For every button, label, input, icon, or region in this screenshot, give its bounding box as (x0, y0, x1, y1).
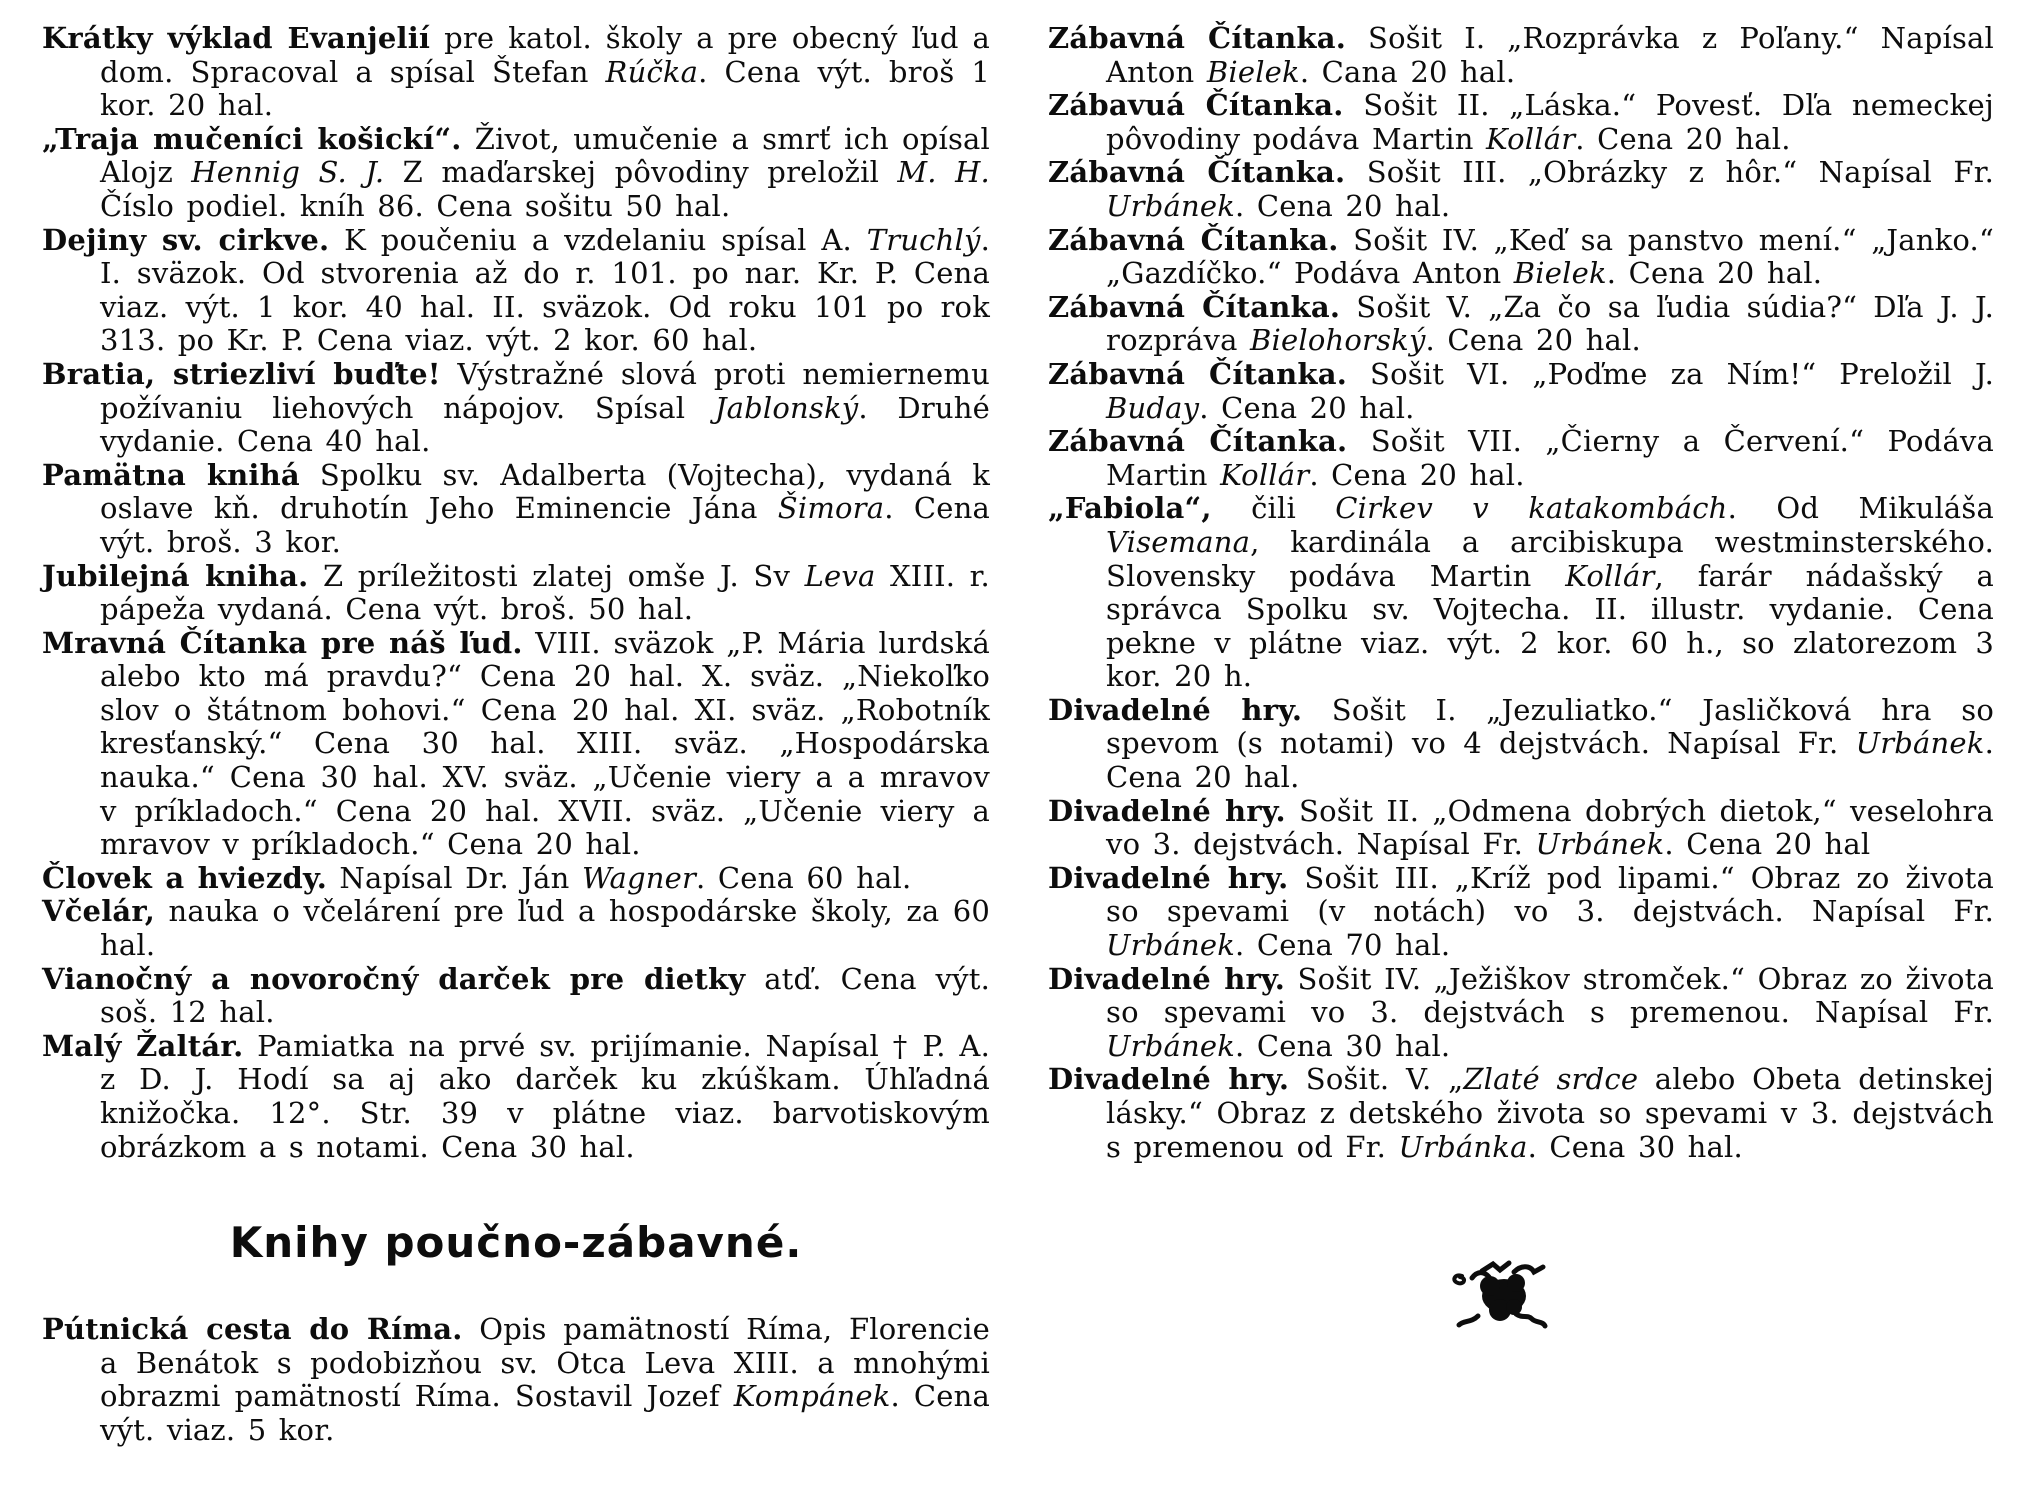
catalog-entry (42, 123, 990, 224)
entry-text-normal: pre katol. školy a pre obecný ľud a dom. Spracoval a spísal Štefan (100, 21, 991, 89)
catalog-entry (1048, 89, 1994, 156)
catalog-entry (1048, 224, 1994, 291)
entry-text-italic: Urbánek (1106, 928, 1235, 963)
entry-text-italic: Rúčka (605, 54, 699, 89)
entry-text-bold: Včelár, (42, 894, 156, 929)
entry-text-normal: Sošit I. „Jezuliatko.“ Jasličková hra so spevom (s notami) vo 4 dejstvách. Napísal Fr. (1106, 692, 1994, 761)
catalog-entry (42, 224, 990, 358)
entry-text-normal: Výstražné slová proti nemiernemu požívaniu liehových nápojov. Spísal (100, 356, 990, 425)
entry-text-italic: Urbánek (1855, 726, 1985, 761)
entry-text-italic: Kollár (1565, 558, 1655, 593)
entry-text-bold: Vianočný a novoročný darček pre dietky (42, 961, 746, 996)
entry-text-bold: Divadelné hry. (1048, 961, 1286, 996)
entry-text-normal: . Od Mikuláša (1727, 491, 1994, 526)
entry-text-italic: Bielohorský (1250, 323, 1426, 358)
entry-text-italic: Urbánek (1106, 1028, 1235, 1063)
entry-text-bold: Človek a hviezdy. (42, 860, 327, 895)
entry-text-bold: Zábavná Čítanka. (1048, 356, 1347, 391)
entry-text-bold: Divadelné hry. (1048, 793, 1286, 828)
entry-text-italic: Bielek (1513, 256, 1607, 291)
entry-text-italic: Wagner (581, 860, 697, 895)
catalog-entry (42, 1030, 990, 1164)
catalog-entry (1048, 425, 1994, 492)
entry-text-italic: Leva (804, 558, 876, 593)
entry-text-bold: Zábavuá Čítanka. (1048, 88, 1344, 123)
entry-text-bold: Zábavná Čítanka. (1048, 289, 1341, 324)
entry-text-normal: XIII. r. pápeža vydaná. Cena výt. broš. 50 hal. (100, 558, 990, 627)
catalog-entry (42, 862, 990, 896)
entry-text-italic: Hennig S. J. (191, 155, 385, 190)
entry-text-italic: Šimora (777, 491, 885, 526)
entry-text-normal: nauka o včelárení pre ľud a hospodárske školy, za 60 hal. (100, 894, 990, 963)
catalog-entry (42, 1313, 990, 1447)
entry-text-bold: Divadelné hry. (1048, 860, 1289, 895)
entry-text-normal: Sošit II. „Odmena dobrých dietok,“ veselohra vo 3. dejstvách. Napísal Fr. (1106, 793, 1994, 862)
catalog-entry (1048, 492, 1994, 694)
entry-text-normal: . Cena 20 hal. (1199, 390, 1415, 425)
entry-text-normal: K poučeniu a vzdelaniu spísal A. (329, 222, 867, 257)
catalog-entry (1048, 358, 1994, 425)
entry-text-italic: Kollár (1220, 457, 1310, 492)
entry-text-normal: Sošit V. „Za čo sa ľudia súdia?“ Dľa J. J. rozpráva (1106, 289, 1994, 358)
section-heading: Knihy poučno-zábavné. (229, 1218, 803, 1268)
entry-text-normal: . Cena 20 hal. (1425, 323, 1641, 358)
entry-text-normal: Sošit VI. „Poďme za Ním!“ Preložil J. (1347, 356, 1994, 391)
entry-text-bold: Bratia, striezliví buďte! (42, 356, 441, 391)
catalog-entry (1048, 291, 1994, 358)
entry-text-normal: Spolku sv. Adalberta (Vojtecha), vydaná k oslave kň. druhotín Jeho Eminencie Jána (100, 457, 990, 526)
entry-text-normal: . Cana 20 hal. (1299, 54, 1516, 89)
fly-ornament-icon (1448, 1252, 1560, 1336)
entry-text-normal: Číslo podiel. kníh 86. Cena sošitu 50 hal. (100, 188, 731, 223)
entry-text-normal: . Cena výt. viaz. 5 kor. (100, 1379, 990, 1447)
entry-text-bold: Mravná Čítanka pre náš ľud. (42, 625, 523, 660)
entry-text-normal: . Druhé vydanie. Cena 40 hal. (100, 390, 990, 459)
entry-text-normal: . I. sväzok. Od stvorenia až do r. 101. po nar. Kr. P. Cena viaz. výt. 1 kor. 40 hal. II. sväzok. Od roku 101 po rok 313. po Kr. P. Cena viaz. výt. 2 kor. 60 hal. (100, 222, 990, 358)
catalog-entry (1048, 795, 1994, 862)
entry-text-normal: . Cena 20 hal. (1606, 256, 1823, 291)
entry-text-bold: Pamätna knihá (42, 457, 300, 492)
entry-text-bold: Krátky výklad Evanjelií (42, 21, 431, 55)
entry-text-italic: Visemana (1106, 524, 1251, 559)
entry-text-normal: , kardinála a arcibiskupa westminsterského. Slovensky podáva Martin (1106, 524, 1994, 593)
entry-text-bold: Zábavná Čítanka. (1048, 424, 1348, 459)
catalog-entry (42, 22, 990, 123)
entry-text-bold: Divadelné hry. (1048, 692, 1303, 727)
entry-text-italic: Truchlý (866, 222, 981, 257)
entry-text-normal: . Cena 20 hal. (1309, 457, 1525, 492)
entry-text-normal: Z príležitosti zlatej omše J. Sv (308, 558, 805, 593)
entry-text-bold: Zábavná Čítanka. (1048, 21, 1347, 55)
entry-text-bold: Jubilejná kniha. (42, 558, 309, 593)
catalog-entry (1048, 862, 1994, 963)
entry-text-normal: . Cena výt. broš. 3 kor. (100, 491, 990, 559)
entry-text-normal: Napísal Dr. Ján (327, 860, 582, 895)
catalog-entry (42, 560, 990, 627)
entry-text-normal: . Cena 30 hal. (1527, 1129, 1743, 1164)
entry-text-normal: Sošit III. „Obrázky z hôr.“ Napísal Fr. (1345, 155, 1994, 190)
entry-text-normal: Sošit VII. „Čierny a Červení.“ Podáva Martin (1106, 424, 1995, 492)
entry-text-normal: . Cena 20 hal. (1575, 121, 1791, 156)
entry-text-italic: M. H. (897, 155, 990, 190)
entry-text-normal: . Cena 20 hal. (1234, 188, 1451, 223)
entry-text-normal: . Cena 70 hal. (1234, 928, 1451, 963)
entry-text-bold: „Fabiola“, (1048, 491, 1212, 526)
catalog-entry (1048, 963, 1994, 1064)
entry-text-normal: . Cena 30 hal. (1234, 1028, 1451, 1063)
entry-text-normal: Sošit IV. „Ježiškov stromček.“ Obraz zo života so spevami vo 3. dejstvách s premenou. Napísal Fr. (1106, 961, 1994, 1030)
entry-text-normal: Sošit. V. „ (1289, 1062, 1464, 1097)
entry-text-normal: atď. Cena výt. soš. 12 hal. (100, 961, 990, 1030)
catalog-entry (42, 459, 990, 560)
entry-text-normal: . Cena 20 hal. (1106, 726, 1994, 795)
entry-text-bold: Divadelné hry. (1048, 1062, 1290, 1097)
entry-text-bold: Zábavná Čítanka. (1048, 155, 1346, 190)
entry-text-bold: Zábavná Čítanka. (1048, 222, 1339, 257)
catalog-entry (42, 895, 990, 962)
entry-text-normal: Sošit IV. „Keď sa panstvo mení.“ „Janko.“ „Gazdíčko.“ Podáva Anton (1106, 222, 1994, 291)
entry-text-normal: . Cena 20 hal (1664, 827, 1871, 862)
entry-text-italic: Urbánka (1398, 1129, 1528, 1164)
entry-text-normal: Sošit III. „Kríž pod lipami.“ Obraz zo života so spevami (v notách) vo 3. dejstvách. Napísal Fr. (1106, 860, 1994, 929)
entry-text-normal: Sošit II. „Láska.“ Povesť. Dľa nemeckej pôvodiny podáva Martin (1106, 88, 1994, 156)
entry-text-italic: Buday (1106, 390, 1200, 425)
entry-text-normal: Opis pamätností Ríma, Florencie a Benátok s podobizňou sv. Otca Leva XIII. a mnohými obrazmi pamätností Ríma. Sostavil Jozef (100, 1312, 991, 1414)
left-column (42, 22, 990, 1448)
entry-text-italic: Urbánek (1535, 827, 1665, 862)
entry-text-normal: . Cena 60 hal. (696, 860, 912, 895)
entry-text-normal: , farár nádašský a správca Spolku sv. Vojtecha. II. illustr. vydanie. Cena pekne v plátne viaz. výt. 2 kor. 60 h., so zlatorezom 3 kor. 20 h. (1106, 558, 1994, 694)
entry-text-normal: VIII. sväzok „P. Mária lurdská alebo kto má pravdu?“ Cena 20 hal. X. sväz. „Niekoľko slov o štátnom bohovi.“ Cena 20 hal. XI. sväz. „Robotník kresťanský.“ Cena 30 hal. XIII. sväz. „Hospodárska nauka.“ Cena 30 hal. XV. sväz. „Učenie viery a a mravov v príkladoch.“ Cena 20 hal. XVII. sväz. „Učenie viery a mravov v príkladoch.“ Cena 20 hal. (100, 625, 990, 862)
entry-text-italic: Jablonský (714, 390, 859, 425)
entry-text-italic: Bielek (1206, 54, 1300, 89)
entry-text-italic: Kompánek (733, 1379, 891, 1414)
catalog-entry (1048, 694, 1994, 795)
entry-text-bold: „Traja mučeníci košickí“. (42, 121, 462, 156)
right-column-entries (1048, 22, 1994, 1164)
left-column-entries (42, 22, 990, 1164)
entry-text-normal: Život, umučenie a smrť ich opísal Alojz (100, 121, 990, 190)
catalog-entry (1048, 1063, 1994, 1164)
entry-text-italic: Cirkev v katakombách (1335, 491, 1728, 526)
right-column (1048, 22, 1994, 1164)
entry-text-bold: Malý Žaltár. (42, 1028, 244, 1063)
entry-text-bold: Pútnická cesta do Ríma. (42, 1312, 463, 1347)
entry-text-bold: Dejiny sv. cirkve. (42, 222, 330, 257)
catalog-entry (42, 627, 990, 862)
entry-text-italic: Kollár (1486, 121, 1576, 156)
catalog-entry (42, 358, 990, 459)
left-column-entries-after-heading (42, 1313, 990, 1447)
entry-text-italic: Urbánek (1106, 188, 1235, 223)
entry-text-italic: Zlaté srdce (1463, 1062, 1639, 1097)
catalog-entry (42, 963, 990, 1030)
entry-text-normal: Pamiatka na prvé sv. prijímanie. Napísal † P. A. z D. J. Hodí sa aj ako darček ku zkúškam. Úhľadná knižočka. 12°. Str. 39 v plátne viaz. barvotiskovým obrázkom a s notami. Cena 30 hal. (100, 1028, 990, 1164)
catalog-entry (1048, 156, 1994, 223)
entry-text-normal: čili (1211, 491, 1336, 526)
entry-text-normal: Sošit I. „Rozprávka z Poľany.“ Napísal Anton (1106, 21, 1994, 89)
catalog-entry (1048, 22, 1994, 89)
entry-text-normal: . Cena výt. broš 1 kor. 20 hal. (100, 54, 990, 123)
entry-text-normal: alebo Obeta detinskej lásky.“ Obraz z detského života so spevami v 3. dejstvách s premenou od Fr. (1106, 1062, 1994, 1164)
entry-text-normal: Z maďarskej pôvodiny preložil (384, 155, 898, 190)
